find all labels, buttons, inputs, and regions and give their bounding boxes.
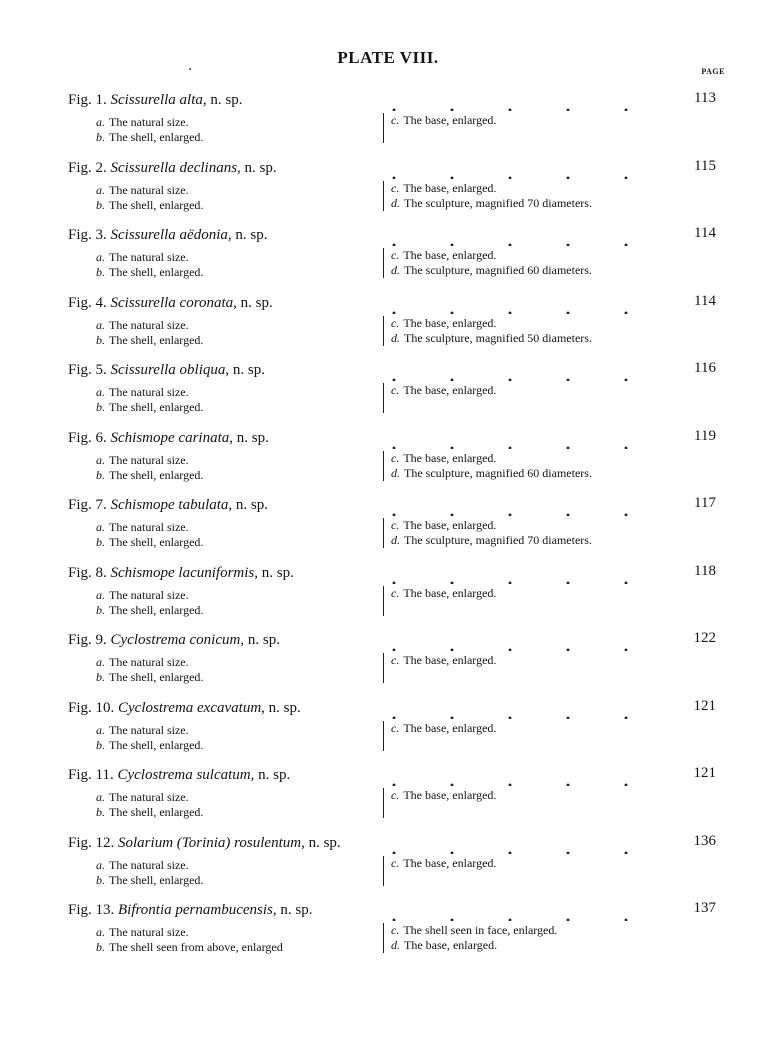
- figure-number: Fig. 3.: [68, 227, 107, 243]
- sub-figure-item: [96, 265, 203, 280]
- sub-figure-text: The shell, enlarged.: [109, 130, 204, 144]
- figure-entry: [0, 632, 776, 700]
- sub-figure-text: The natural size.: [109, 318, 189, 332]
- figure-number: Fig. 4.: [68, 295, 107, 311]
- sub-figure-letter: a.: [96, 858, 105, 872]
- species-suffix: , n. sp.: [301, 835, 341, 851]
- sub-figure-item: [96, 115, 203, 130]
- sub-figure-letter: c.: [391, 316, 400, 330]
- sub-figure-letter: a.: [96, 655, 105, 669]
- sub-figure-text: The shell, enlarged.: [109, 198, 204, 212]
- sub-figure-text: The natural size.: [109, 655, 189, 669]
- species-suffix: , n. sp.: [272, 902, 313, 918]
- dot-leaders: [365, 699, 665, 719]
- right-description-column: [383, 248, 592, 278]
- right-description-column: [383, 316, 592, 346]
- figure-caption: [68, 227, 267, 244]
- figure-caption: [68, 835, 341, 852]
- sub-figure-letter: b.: [96, 738, 105, 752]
- figure-caption: [68, 902, 312, 919]
- sub-figure-letter: c.: [391, 653, 400, 667]
- left-description-column: [96, 723, 203, 753]
- sub-figure-item: [391, 938, 557, 953]
- sub-figure-item: [96, 453, 203, 468]
- species-name: Schismope carinata: [110, 430, 230, 446]
- figure-number: Fig. 5.: [68, 362, 107, 378]
- page-number: 121: [693, 698, 716, 714]
- sub-figure-item: [96, 925, 283, 940]
- page-number: 121: [693, 765, 716, 781]
- species-suffix: , n. sp.: [225, 362, 265, 378]
- sub-figure-text: The base, enlarged.: [403, 518, 497, 532]
- figure-entry: [0, 902, 776, 970]
- species-name: Schismope lacuniformis: [110, 565, 255, 581]
- sub-figure-text: The sculpture, magnified 60 diameters.: [404, 263, 592, 277]
- sub-figure-text: The base, enlarged.: [403, 788, 497, 802]
- figure-entry: [0, 835, 776, 903]
- right-description-column: [383, 383, 496, 413]
- sub-figure-letter: b.: [96, 535, 105, 549]
- species-name: Cyclostrema sulcatum: [117, 767, 251, 783]
- sub-figure-letter: c.: [391, 856, 400, 870]
- sub-figure-letter: b.: [96, 940, 105, 954]
- left-description-column: [96, 318, 203, 348]
- sub-figure-item: [96, 858, 203, 873]
- sub-figure-item: [96, 520, 203, 535]
- sub-figure-text: The shell seen from above, enlarged: [109, 940, 283, 954]
- sub-figure-item: [391, 331, 592, 346]
- sub-figure-item: [96, 940, 283, 955]
- sub-figure-item: [96, 670, 203, 685]
- page-column-header: PAGE: [701, 67, 725, 76]
- right-description-column: [383, 518, 592, 548]
- sub-figure-letter: a.: [96, 588, 105, 602]
- figure-entry: [0, 767, 776, 835]
- dot-leaders: [365, 631, 665, 651]
- sub-figure-item: [96, 468, 203, 483]
- sub-figure-letter: d.: [391, 331, 400, 345]
- species-name: Scissurella declinans: [110, 160, 238, 176]
- figure-entry: [0, 227, 776, 295]
- species-name: Cyclostrema conicum: [110, 632, 241, 648]
- sub-figure-text: The shell, enlarged.: [109, 535, 204, 549]
- sub-figure-text: The natural size.: [109, 858, 189, 872]
- sub-figure-item: [96, 738, 203, 753]
- sub-figure-item: [96, 603, 203, 618]
- sub-figure-letter: b.: [96, 873, 105, 887]
- sub-figure-item: [391, 383, 496, 398]
- dot-leaders: [365, 226, 665, 246]
- page-number: 113: [694, 90, 716, 106]
- figure-caption: [68, 632, 280, 649]
- dot-leaders: [365, 766, 665, 786]
- sub-figure-letter: c.: [391, 113, 400, 127]
- sub-figure-text: The base, enlarged.: [403, 181, 497, 195]
- figure-caption: [68, 362, 265, 379]
- sub-figure-item: [96, 400, 203, 415]
- page-number: 137: [693, 900, 716, 916]
- figure-number: Fig. 13.: [68, 902, 115, 918]
- sub-figure-letter: a.: [96, 723, 105, 737]
- figure-entry: [0, 295, 776, 363]
- figure-number: Fig. 10.: [68, 700, 115, 716]
- right-description-column: [383, 721, 496, 751]
- dot-leaders: [365, 361, 665, 381]
- left-description-column: [96, 115, 203, 145]
- left-description-column: [96, 183, 203, 213]
- figure-entry: [0, 565, 776, 633]
- left-description-column: [96, 520, 203, 550]
- dot-leaders: [365, 294, 665, 314]
- sub-figure-text: The base, enlarged.: [403, 383, 497, 397]
- species-suffix: , n. sp.: [227, 227, 268, 243]
- page-number: 114: [694, 225, 716, 241]
- right-description-column: [383, 181, 592, 211]
- sub-figure-text: The base, enlarged.: [403, 316, 497, 330]
- sub-figure-item: [391, 263, 592, 278]
- sub-figure-text: The shell, enlarged.: [109, 333, 204, 347]
- sub-figure-item: [391, 788, 496, 803]
- sub-figure-letter: b.: [96, 670, 105, 684]
- sub-figure-text: The base, enlarged.: [403, 856, 497, 870]
- sub-figure-letter: c.: [391, 923, 400, 937]
- sub-figure-text: The base, enlarged.: [403, 248, 497, 262]
- figure-entry: [0, 160, 776, 228]
- species-suffix: , n. sp.: [228, 497, 269, 513]
- species-name: Scissurella aëdonia: [110, 227, 228, 243]
- sub-figure-text: The base, enlarged.: [403, 113, 497, 127]
- species-name: Solarium (Torinia) rosulentum: [118, 835, 302, 851]
- figure-caption: [68, 430, 269, 447]
- sub-figure-text: The shell, enlarged.: [109, 873, 204, 887]
- sub-figure-letter: b.: [96, 805, 105, 819]
- species-suffix: , n. sp.: [261, 700, 301, 716]
- figure-caption: [68, 295, 273, 312]
- sub-figure-item: [96, 805, 203, 820]
- sub-figure-letter: a.: [96, 250, 105, 264]
- sub-figure-letter: c.: [391, 721, 400, 735]
- sub-figure-text: The natural size.: [109, 723, 189, 737]
- sub-figure-item: [96, 183, 203, 198]
- page-number: 117: [694, 495, 716, 511]
- dot-leaders: [365, 91, 665, 111]
- page-number: 118: [694, 563, 716, 579]
- sub-figure-item: [391, 316, 592, 331]
- sub-figure-item: [96, 873, 203, 888]
- sub-figure-item: [391, 923, 557, 938]
- figure-caption: [68, 700, 301, 717]
- figure-number: Fig. 12.: [68, 835, 115, 851]
- sub-figure-text: The shell seen in face, enlarged.: [403, 923, 558, 937]
- figure-number: Fig. 8.: [68, 565, 107, 581]
- page-number: 115: [694, 158, 716, 174]
- figure-number: Fig. 7.: [68, 497, 107, 513]
- figure-number: Fig. 6.: [68, 430, 107, 446]
- sub-figure-text: The base, enlarged.: [404, 938, 498, 952]
- sub-figure-letter: a.: [96, 183, 105, 197]
- sub-figure-letter: b.: [96, 333, 105, 347]
- left-description-column: [96, 588, 203, 618]
- sub-figure-text: The shell, enlarged.: [109, 400, 204, 414]
- sub-figure-item: [96, 790, 203, 805]
- right-description-column: [383, 113, 496, 143]
- figure-number: Fig. 9.: [68, 632, 107, 648]
- sub-figure-letter: a.: [96, 453, 105, 467]
- left-description-column: [96, 250, 203, 280]
- right-description-column: [383, 586, 496, 616]
- right-description-column: [383, 788, 496, 818]
- left-description-column: [96, 453, 203, 483]
- sub-figure-text: The natural size.: [109, 250, 189, 264]
- sub-figure-text: The base, enlarged.: [403, 586, 497, 600]
- sub-figure-item: [96, 198, 203, 213]
- print-speck: ·: [188, 62, 193, 78]
- sub-figure-text: The natural size.: [109, 790, 189, 804]
- sub-figure-letter: b.: [96, 265, 105, 279]
- figure-entry: [0, 700, 776, 768]
- sub-figure-text: The natural size.: [109, 520, 189, 534]
- sub-figure-item: [96, 318, 203, 333]
- sub-figure-letter: c.: [391, 248, 400, 262]
- sub-figure-letter: a.: [96, 520, 105, 534]
- sub-figure-item: [391, 533, 592, 548]
- sub-figure-text: The natural size.: [109, 588, 189, 602]
- sub-figure-text: The shell, enlarged.: [109, 265, 204, 279]
- species-suffix: , n. sp.: [254, 565, 294, 581]
- figure-entry: [0, 497, 776, 565]
- sub-figure-item: [391, 586, 496, 601]
- sub-figure-letter: c.: [391, 788, 400, 802]
- sub-figure-letter: c.: [391, 518, 400, 532]
- sub-figure-letter: b.: [96, 400, 105, 414]
- sub-figure-letter: a.: [96, 385, 105, 399]
- left-description-column: [96, 925, 283, 955]
- page-number: 122: [693, 630, 716, 646]
- figure-caption: [68, 160, 277, 177]
- sub-figure-item: [96, 655, 203, 670]
- plate-title: PLATE VIII.: [337, 48, 439, 67]
- sub-figure-item: [96, 250, 203, 265]
- sub-figure-text: The sculpture, magnified 60 diameters.: [404, 466, 592, 480]
- page-number: 119: [694, 428, 716, 444]
- sub-figure-letter: c.: [391, 451, 400, 465]
- page-number: 136: [693, 833, 716, 849]
- sub-figure-text: The shell, enlarged.: [109, 468, 204, 482]
- dot-leaders: [365, 901, 665, 921]
- sub-figure-item: [391, 466, 592, 481]
- sub-figure-item: [391, 181, 592, 196]
- figure-number: Fig. 2.: [68, 160, 107, 176]
- sub-figure-item: [96, 588, 203, 603]
- sub-figure-text: The natural size.: [109, 183, 189, 197]
- dot-leaders: [365, 496, 665, 516]
- sub-figure-text: The natural size.: [109, 385, 189, 399]
- sub-figure-letter: d.: [391, 263, 400, 277]
- sub-figure-letter: c.: [391, 586, 400, 600]
- sub-figure-text: The shell, enlarged.: [109, 670, 204, 684]
- sub-figure-text: The sculpture, magnified 50 diameters.: [404, 331, 592, 345]
- figure-caption: [68, 92, 242, 109]
- figure-caption: [68, 497, 268, 514]
- sub-figure-item: [391, 196, 592, 211]
- sub-figure-item: [391, 856, 496, 871]
- figure-caption: [68, 565, 294, 582]
- sub-figure-item: [391, 451, 592, 466]
- dot-leaders: [365, 564, 665, 584]
- sub-figure-item: [391, 518, 592, 533]
- sub-figure-item: [96, 723, 203, 738]
- sub-figure-letter: a.: [96, 790, 105, 804]
- left-description-column: [96, 790, 203, 820]
- species-suffix: , n. sp.: [233, 295, 273, 311]
- sub-figure-letter: c.: [391, 383, 400, 397]
- sub-figure-letter: d.: [391, 196, 400, 210]
- sub-figure-letter: b.: [96, 468, 105, 482]
- sub-figure-item: [391, 653, 496, 668]
- sub-figure-letter: a.: [96, 115, 105, 129]
- sub-figure-item: [96, 130, 203, 145]
- species-suffix: , n. sp.: [250, 767, 291, 783]
- sub-figure-text: The shell, enlarged.: [109, 603, 204, 617]
- sub-figure-item: [96, 333, 203, 348]
- species-suffix: , n. sp.: [237, 160, 277, 176]
- species-suffix: , n. sp.: [229, 430, 269, 446]
- page-number: 116: [694, 360, 716, 376]
- left-description-column: [96, 858, 203, 888]
- species-suffix: , n. sp.: [202, 92, 243, 108]
- sub-figure-text: The shell, enlarged.: [109, 805, 204, 819]
- sub-figure-letter: a.: [96, 925, 105, 939]
- sub-figure-text: The base, enlarged.: [403, 653, 497, 667]
- sub-figure-item: [96, 385, 203, 400]
- sub-figure-text: The natural size.: [109, 925, 189, 939]
- figure-number: Fig. 11.: [68, 767, 114, 783]
- figure-number: Fig. 1.: [68, 92, 107, 108]
- sub-figure-letter: b.: [96, 603, 105, 617]
- right-description-column: [383, 923, 557, 953]
- sub-figure-text: The natural size.: [109, 115, 189, 129]
- sub-figure-item: [391, 721, 496, 736]
- sub-figure-text: The sculpture, magnified 70 diameters.: [404, 196, 592, 210]
- page-number: 114: [694, 293, 716, 309]
- sub-figure-text: The base, enlarged.: [403, 721, 497, 735]
- species-suffix: , n. sp.: [240, 632, 280, 648]
- dot-leaders: [365, 159, 665, 179]
- right-description-column: [383, 653, 496, 683]
- sub-figure-item: [391, 113, 496, 128]
- sub-figure-item: [96, 535, 203, 550]
- species-name: Schismope tabulata: [110, 497, 229, 513]
- species-name: Scissurella coronata: [110, 295, 234, 311]
- left-description-column: [96, 655, 203, 685]
- sub-figure-letter: a.: [96, 318, 105, 332]
- figure-entry: [0, 430, 776, 498]
- sub-figure-letter: b.: [96, 130, 105, 144]
- sub-figure-letter: d.: [391, 533, 400, 547]
- sub-figure-letter: d.: [391, 938, 400, 952]
- right-description-column: [383, 451, 592, 481]
- sub-figure-letter: b.: [96, 198, 105, 212]
- species-name: Scissurella alta: [110, 92, 203, 108]
- species-name: Bifrontia pernambucensis: [118, 902, 273, 918]
- sub-figure-item: [391, 248, 592, 263]
- left-description-column: [96, 385, 203, 415]
- dot-leaders: [365, 429, 665, 449]
- sub-figure-letter: c.: [391, 181, 400, 195]
- dot-leaders: [365, 834, 665, 854]
- figure-caption: [68, 767, 290, 784]
- right-description-column: [383, 856, 496, 886]
- sub-figure-text: The sculpture, magnified 70 diameters.: [404, 533, 592, 547]
- sub-figure-text: The shell, enlarged.: [109, 738, 204, 752]
- sub-figure-text: The natural size.: [109, 453, 189, 467]
- figure-entry: [0, 362, 776, 430]
- species-name: Scissurella obliqua: [110, 362, 226, 378]
- species-name: Cyclostrema excavatum: [118, 700, 262, 716]
- sub-figure-text: The base, enlarged.: [403, 451, 497, 465]
- sub-figure-letter: d.: [391, 466, 400, 480]
- figure-entry: [0, 92, 776, 160]
